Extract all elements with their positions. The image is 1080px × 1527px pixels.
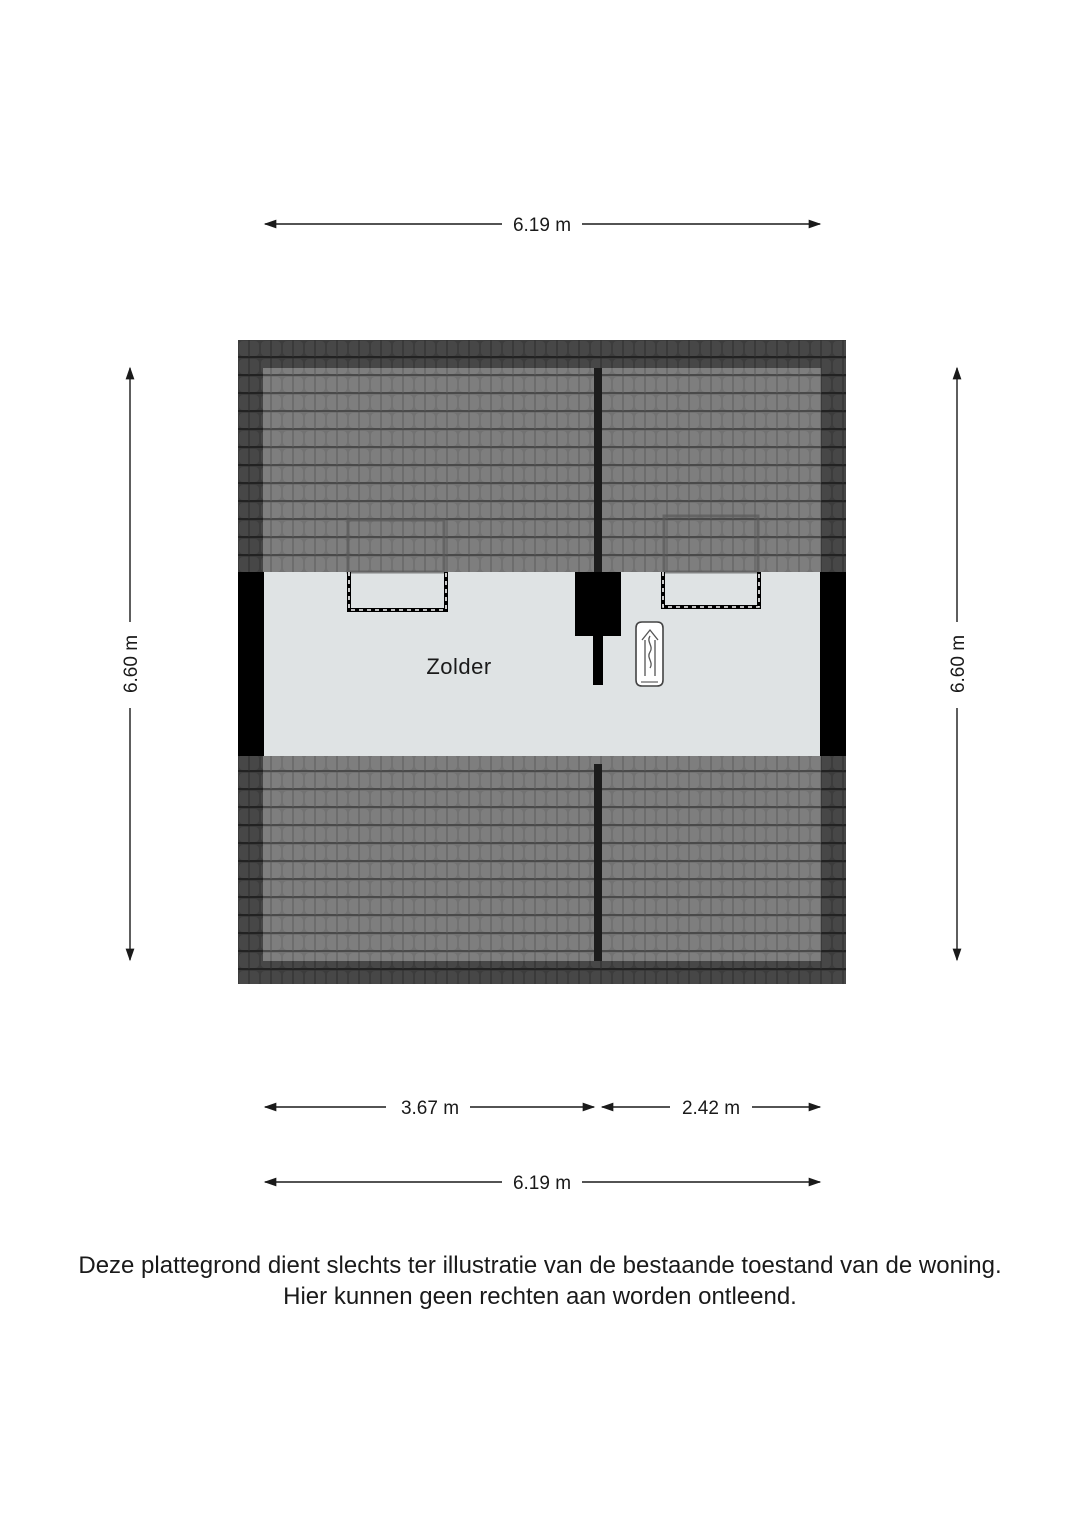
dimension-right-height [948,368,969,960]
disclaimer-line-2: Hier kunnen geen rechten aan worden ontleend. [283,1283,797,1310]
ridge-wall-bottom [594,764,602,961]
dimension-label: 6.60 m [121,634,142,694]
dimension-bottom-total [265,1173,820,1194]
dimension-label: 2.42 m [681,1098,741,1119]
dimension-bottom-right [602,1098,820,1119]
ridge-wall-top [594,368,602,572]
dimension-label: 6.60 m [948,634,969,694]
left-wall [238,572,264,756]
dimension-bottom-left [265,1098,594,1119]
dimension-label: 6.19 m [512,1173,572,1194]
dimension-label: 3.67 m [400,1098,460,1119]
roof-bottom [238,756,846,984]
dimension-top-width [265,215,820,236]
boiler-icon [636,622,663,686]
dimension-label: 6.19 m [512,215,572,236]
dimension-left-height [121,368,142,960]
room-label: Zolder [426,654,492,679]
roof-top [238,340,846,572]
right-wall [820,572,846,756]
attic-floor [238,572,846,756]
disclaimer-line-1: Deze plattegrond dient slechts ter illustratie van de bestaande toestand van de woning. [78,1252,1002,1279]
